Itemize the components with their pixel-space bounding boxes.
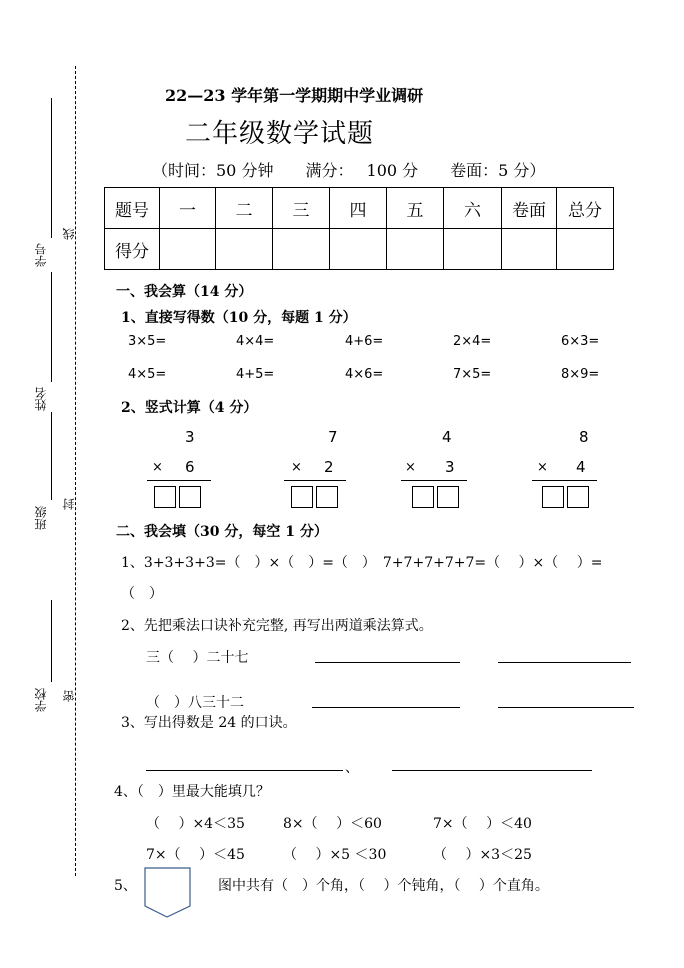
vertical-bottom-number: 4	[576, 458, 586, 476]
multiplication-rhyme-1: 三（ ）二十七	[146, 650, 249, 666]
school-line	[51, 600, 52, 682]
calc-item: 7×5=	[453, 367, 492, 382]
answer-boxes[interactable]	[542, 486, 592, 512]
score-blank-cell[interactable]	[557, 229, 614, 270]
answer-line[interactable]	[498, 707, 634, 708]
score-blank-cell[interactable]	[160, 229, 216, 270]
calc-item: 8×9=	[561, 367, 600, 382]
class-line	[51, 412, 52, 500]
seal-char-xian: 线	[62, 228, 76, 240]
score-header-cell: 四	[330, 188, 387, 229]
answer-line[interactable]	[312, 707, 460, 708]
school-label: 学校	[34, 688, 48, 712]
exam-title: 22—23 学年第一学期期中学业调研	[165, 86, 424, 105]
answer-separator: 、	[345, 760, 359, 776]
answer-line[interactable]	[498, 662, 631, 663]
inequality-item: 7×（ ）＜45	[146, 847, 245, 863]
section1-heading: 一、我会算（14 分）	[116, 284, 253, 300]
answer-boxes[interactable]	[412, 486, 462, 512]
name-line	[51, 272, 52, 382]
calc-item: 4×6=	[345, 367, 384, 382]
score-header-cell: 三	[273, 188, 330, 229]
exam-info: （时间：50 分钟 满分： 100 分 卷面：5 分）	[152, 161, 546, 180]
vertical-bottom-number: 2	[324, 458, 334, 476]
calc-item: 2×4=	[453, 334, 492, 349]
vertical-operator: ×	[405, 460, 416, 475]
section2-q5: 图中共有（ ）个角，（ ）个钝角，（ ）个直角。	[218, 878, 549, 894]
inequality-item: （ ）×3＜25	[433, 847, 532, 863]
vertical-rule	[401, 480, 467, 481]
answer-line[interactable]	[392, 770, 592, 771]
vertical-operator: ×	[152, 460, 163, 475]
vertical-rule	[284, 480, 346, 481]
inequality-item: （ ）×4＜35	[146, 816, 245, 832]
vertical-bottom-number: 3	[445, 458, 455, 476]
calc-item: 4+6=	[345, 334, 384, 349]
name-label: 姓名	[34, 387, 48, 411]
answer-boxes[interactable]	[291, 486, 341, 512]
section2-q3: 3、写出得数是 24 的口诀。	[121, 715, 297, 731]
section2-q1: 1、3+3+3+3=（ ）×（ ）=（ ） 7+7+7+7+7=（ ）×（ ）=	[121, 555, 603, 571]
calc-item: 4×4=	[236, 334, 275, 349]
vertical-operator: ×	[537, 460, 548, 475]
vertical-operator: ×	[291, 460, 302, 475]
student-id-line	[51, 98, 52, 238]
section2-q1-continued: （ ）	[121, 586, 163, 602]
section1-q2-heading: 2、竖式计算（4 分）	[121, 400, 258, 416]
calc-item: 4+5=	[236, 367, 275, 382]
student-id-label: 学号	[34, 243, 48, 267]
section2-heading: 二、我会填（30 分，每空 1 分）	[116, 524, 328, 540]
answer-boxes[interactable]	[154, 486, 204, 512]
score-header-cell: 一	[160, 188, 216, 229]
score-header-cell: 二	[216, 188, 273, 229]
multiplication-rhyme-2: （ ）八三十二	[146, 695, 244, 711]
answer-line[interactable]	[315, 662, 460, 663]
calc-item: 4×5=	[128, 367, 167, 382]
vertical-bottom-number: 6	[185, 458, 195, 476]
score-header-cell: 六	[444, 188, 502, 229]
score-blank-cell[interactable]	[273, 229, 330, 270]
score-header-cell: 五	[387, 188, 444, 229]
score-blank-cell[interactable]	[502, 229, 557, 270]
pentagon-figure	[143, 866, 193, 920]
calc-item: 6×3=	[561, 334, 600, 349]
binding-dashed-line	[75, 66, 76, 876]
answer-line[interactable]	[146, 770, 343, 771]
vertical-rule	[532, 480, 597, 481]
seal-char-mi: 密	[62, 690, 76, 702]
score-blank-cell[interactable]	[444, 229, 502, 270]
section2-q5-number: 5、	[114, 878, 137, 894]
section1-q1-heading: 1、直接写得数（10 分，每题 1 分）	[121, 310, 357, 326]
calc-item: 3×5=	[128, 334, 167, 349]
inequality-item: 7×（ ）＜40	[433, 816, 532, 832]
section2-q4: 4、（ ）里最大能填几？	[114, 784, 270, 800]
vertical-top-number: 8	[579, 428, 589, 446]
class-label: 班级	[34, 506, 48, 530]
vertical-top-number: 3	[185, 428, 195, 446]
inequality-item: （ ）×5 ＜30	[283, 847, 387, 863]
score-row-label: 得分	[105, 229, 160, 270]
seal-char-feng: 封	[62, 498, 76, 510]
score-blank-cell[interactable]	[387, 229, 444, 270]
exam-subtitle: 二年级数学试题	[185, 119, 375, 149]
score-blank-cell[interactable]	[330, 229, 387, 270]
score-table	[104, 187, 614, 270]
score-header-cell: 题号	[105, 188, 160, 229]
vertical-top-number: 4	[442, 428, 452, 446]
vertical-top-number: 7	[328, 428, 338, 446]
score-blank-cell[interactable]	[216, 229, 273, 270]
inequality-item: 8×（ ）＜60	[283, 816, 382, 832]
section2-q2: 2、先把乘法口诀补充完整, 再写出两道乘法算式。	[121, 618, 433, 634]
score-header-cell: 总分	[557, 188, 614, 229]
score-header-cell: 卷面	[502, 188, 557, 229]
vertical-rule	[147, 480, 211, 481]
